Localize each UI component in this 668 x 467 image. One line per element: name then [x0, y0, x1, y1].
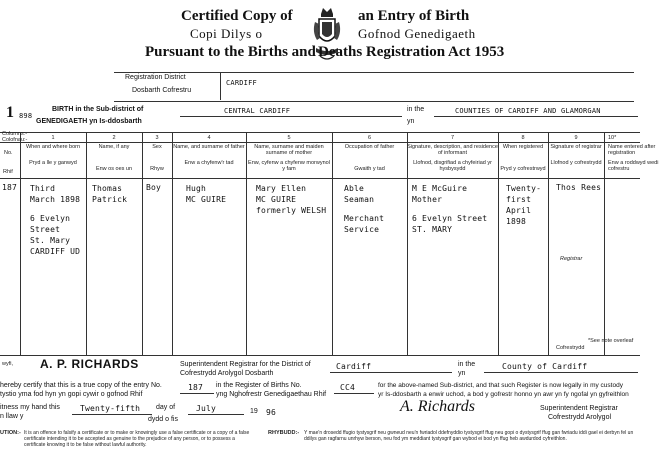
header-left-line3: Pursuant to the Births and — [145, 44, 316, 60]
witness-en: itness my hand this — [0, 404, 60, 411]
above-line-cy: yr Is-ddosbarth a enwir uchod, a bod y gofrestr honno yn awr yn fy ngofal yn gyfreithlon — [378, 391, 629, 398]
footer-register-no: CC4 — [340, 383, 356, 392]
witness-cy: n llaw y — [0, 413, 24, 420]
entry-year: 898 — [19, 112, 33, 120]
entry-row-number: 187 — [2, 183, 18, 192]
col-header-5: 5 Name, surname and maiden surname of mother Enw, cyfenw a chyfenw morwynol y fam — [248, 135, 330, 172]
wyfi-label: wyfi, — [2, 361, 13, 367]
registration-district-row — [114, 72, 634, 102]
sub-district-value: CENTRAL CARDIFF — [224, 107, 291, 115]
registrar-label: Registrar — [560, 256, 583, 262]
rhybudd-label: RHYBUDD:- — [268, 430, 300, 436]
footer-district-value: Cardiff — [336, 362, 372, 371]
in-the-label: in the — [407, 106, 425, 113]
col-header-4: 4 Name, and surname of father Enw a chyfenw'r tad — [173, 135, 245, 166]
entry-sex: Boy — [146, 183, 162, 192]
entry-when-registered: Twenty- first April 1898 — [506, 184, 542, 226]
columns-label: Columns:- — [2, 131, 28, 137]
col-header-6: 6 Occupation of father Gwaith y tad — [344, 135, 395, 172]
above-line-en: for the above-named Sub-district, and that such Register is now legally in my custody — [378, 382, 623, 389]
district-label-en: Registration District — [125, 74, 186, 81]
sub-district-label-en: BIRTH in the Sub-district of — [52, 106, 144, 113]
no-label: No. — [4, 150, 13, 156]
year-prefix: 19 — [250, 408, 258, 415]
header-right-line1: an Entry of Birth — [358, 8, 470, 24]
footer-month-value: July — [196, 404, 217, 413]
superintendent-name: A. P. RICHARDS — [40, 357, 139, 371]
certify-line-en: hereby certify that this is a true copy of the entry No. — [0, 382, 162, 389]
header-right-line3: Deaths Registration Act 1953 — [318, 44, 505, 60]
yn-label: yn — [407, 118, 415, 125]
register-line-cy: yng Nghofrestr Genedigaethau Rhif — [216, 391, 327, 398]
entry-informant: M E McGuire Mother 6 Evelyn Street ST. MARY — [412, 184, 488, 234]
col-header-8: 8 When registered Pryd y cofrestrwyd — [500, 135, 546, 172]
footer-in-the: in the — [458, 361, 476, 368]
col-header-3: 3 Sex Rhyw — [150, 135, 164, 172]
entry-number: 1 — [6, 104, 14, 121]
col-header-10: 10* Name entered after registration Enw a roddwyd wedi cofrestru — [608, 135, 659, 172]
entry-when-where-born: Third March 1898 6 Evelyn Street St. Mary CARDIFF UD — [30, 184, 81, 256]
col-header-1: 1 When and where born Pryd a lle y ganwyd — [25, 135, 81, 166]
entry-father-occupation: Able Seaman Merchant Service — [344, 184, 385, 234]
day-of-label: day of — [156, 404, 176, 411]
dydd-o-fis-label: dydd o fis — [148, 416, 178, 423]
register-line-en: in the Register of Births No. — [216, 382, 302, 389]
entry-father-name: Hugh MC GUIRE — [186, 184, 227, 204]
entry-name: Thomas Patrick — [92, 184, 128, 204]
col-header-2: 2 Name, if any Enw os oes un — [95, 135, 133, 172]
caution-text: It is an offence to falsify a certificate or to make or knowingly use a false certificate or a copy of a false certificate intending it to be accepted as genuine to the prejudice of any person, or to possess a certificate knowing it to be false without lawful authority. — [24, 430, 250, 448]
supt-line-en: Superintendent Registrar for the District of — [180, 361, 311, 368]
caution-label: UTION:- — [0, 430, 21, 436]
footer-county-value: County of Cardiff — [502, 362, 588, 371]
col-header-9: 9 Signature of registrar Llofnod y cofrestrydd — [550, 135, 602, 166]
rhybudd-text: Y mae'n drosedd ffugio tystysgrif neu gwneud neu'n fwriadol ddefnyddio tystysgrif ffug neu gopi o dystysgrif ffug gan fwriadu iddi gael ei derbyn fel un ddilys gan ragfarnu unrhyw berson, neu fod ym meddiant tystysgrif gan wybod ei bod yn ffug heb awdurdod cyfreithlon. — [304, 430, 634, 442]
footer-entry-no: 187 — [188, 383, 204, 392]
sig-label-cy: Cofrestrydd Arolygol — [548, 414, 612, 421]
district-label-cy: Dosbarth Cofrestru — [132, 87, 192, 94]
rhif-label: Rhif — [3, 169, 13, 175]
col-header-7: 7 Signature, description, and residence of informant Llofnod, disgrifiad a chyfeiriad yr hysbysydd — [407, 135, 498, 172]
footer-year-value: 96 — [266, 408, 277, 417]
see-note-overleaf: *See note overleaf — [588, 338, 634, 344]
footer-yn: yn — [458, 370, 466, 377]
sub-district-label-cy: GENEDIGAETH yn Is-ddosbarth — [36, 118, 142, 125]
sig-label-en: Superintendent Registrar — [540, 405, 618, 412]
header-right-line2: Gofnod Genedigaeth — [358, 26, 476, 41]
district-value: CARDIFF — [226, 79, 257, 87]
colofnau-label: Colofnau:- — [2, 137, 28, 143]
header-left-line2: Copi Dilys o — [190, 26, 263, 41]
county-value: COUNTIES OF CARDIFF AND GLAMORGAN — [455, 107, 601, 115]
superintendent-signature: A. Richards — [400, 398, 475, 415]
header-left-line1: Certified Copy of — [181, 8, 293, 24]
cofrestrydd-label: Cofrestrydd — [556, 345, 585, 351]
entry-registrar-signature: Thos Rees — [556, 183, 602, 192]
supt-line-cy: Cofrestrydd Arolygol Dosbarth — [180, 370, 274, 377]
entry-mother-name: Mary Ellen MC GUIRE formerly WELSH — [256, 184, 327, 215]
certify-line-cy: tystio yma fod hyn yn gopi cywir o gofnod Rhif — [0, 391, 143, 398]
footer-day-value: Twenty-fifth — [80, 404, 141, 413]
